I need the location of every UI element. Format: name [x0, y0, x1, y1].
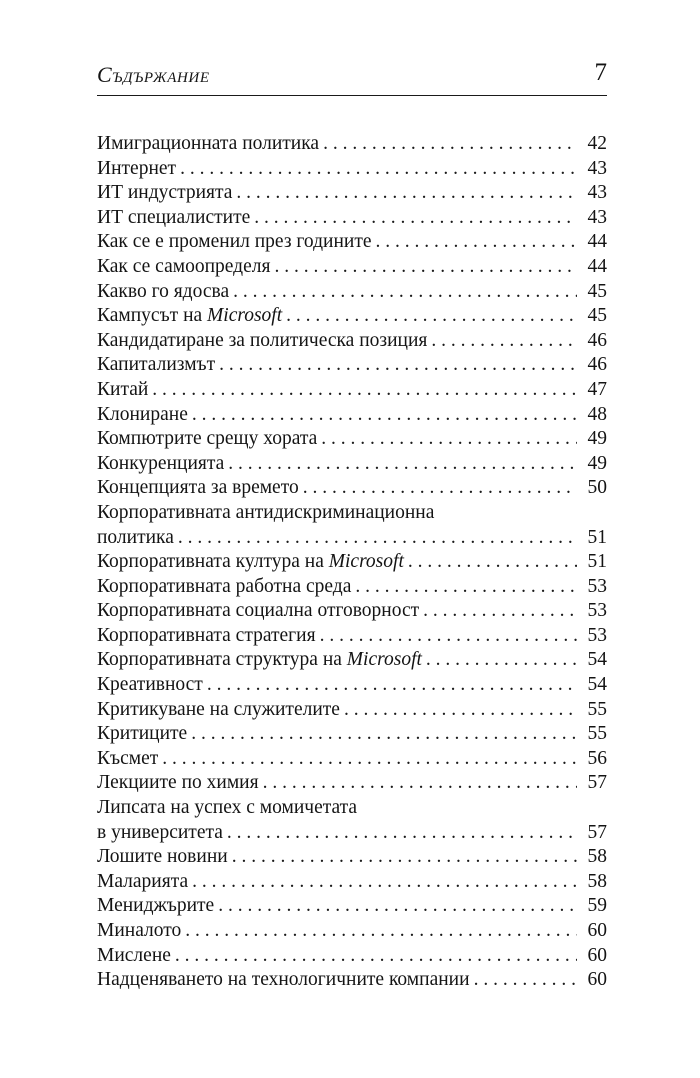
dot-leader	[376, 230, 577, 255]
toc-entry	[97, 894, 607, 919]
toc-entry	[97, 452, 607, 477]
toc-entry-page: 50	[587, 477, 607, 499]
toc-entry-title-continued: в университета	[97, 821, 223, 843]
toc-entry	[97, 526, 607, 551]
toc-entry	[97, 771, 607, 796]
toc-entry-title: Липсата на успех с момичетата	[97, 797, 358, 819]
header-rule	[97, 95, 607, 96]
toc-entry-title: Как се самоопределя	[97, 255, 271, 277]
toc-entry-page: 43	[587, 206, 607, 228]
table-of-contents	[97, 132, 607, 993]
dot-leader	[152, 378, 577, 403]
toc-entry	[97, 673, 607, 698]
dot-leader	[236, 181, 577, 206]
toc-entry-title	[97, 550, 404, 575]
toc-entry-first-line	[97, 501, 607, 526]
dot-leader	[408, 550, 577, 575]
toc-entry-page: 54	[587, 649, 607, 671]
dot-leader	[321, 427, 577, 452]
dot-leader	[178, 526, 577, 551]
toc-entry	[97, 698, 607, 723]
toc-entry-title: Мислене	[97, 944, 171, 966]
toc-entry-title: Кандидатиране за политическа позиция	[97, 329, 428, 351]
toc-entry-page: 58	[587, 870, 607, 892]
dot-leader	[175, 944, 577, 969]
toc-entry-first-line	[97, 796, 607, 821]
toc-entry	[97, 329, 607, 354]
dot-leader	[423, 599, 577, 624]
toc-entry-page: 44	[587, 231, 607, 253]
toc-entry-page: 55	[587, 723, 607, 745]
toc-entry-page: 54	[587, 674, 607, 696]
toc-entry	[97, 919, 607, 944]
toc-entry	[97, 378, 607, 403]
dot-leader	[180, 157, 577, 182]
dot-leader	[207, 673, 577, 698]
toc-entry-title-text: Кампусът на	[97, 305, 208, 327]
toc-entry	[97, 403, 607, 428]
toc-entry	[97, 968, 607, 993]
toc-entry-page: 53	[587, 624, 607, 646]
toc-entry-title: Лекциите по химия	[97, 772, 259, 794]
dot-leader	[303, 476, 577, 501]
toc-entry-title: Китай	[97, 378, 149, 400]
toc-entry-title: Капитализмът	[97, 354, 216, 376]
toc-entry-title: Критиците	[97, 723, 188, 745]
toc-entry	[97, 624, 607, 649]
toc-entry-title: Надценяването на технологичните компании	[97, 969, 470, 991]
toc-entry	[97, 304, 607, 329]
toc-entry	[97, 230, 607, 255]
toc-entry	[97, 206, 607, 231]
toc-entry-title: Конкуренцията	[97, 452, 225, 474]
dot-leader	[263, 771, 577, 796]
dot-leader	[227, 821, 577, 846]
dot-leader	[219, 353, 577, 378]
dot-leader	[233, 280, 577, 305]
dot-leader	[431, 329, 577, 354]
toc-entry-title-text: Корпоративната структура на	[97, 649, 347, 671]
dot-leader	[274, 255, 577, 280]
toc-entry-page: 60	[587, 920, 607, 941]
toc-entry-page: 55	[587, 698, 607, 720]
toc-entry	[97, 944, 607, 969]
dot-leader	[218, 894, 577, 919]
toc-entry	[97, 845, 607, 870]
toc-entry-title: Лошите новини	[97, 846, 228, 868]
dot-leader	[232, 845, 577, 870]
toc-entry-title-continued: политика	[97, 526, 174, 548]
toc-entry-page: 53	[587, 575, 607, 597]
toc-entry-title: ИТ специалистите	[97, 206, 251, 228]
toc-entry-page: 60	[587, 944, 607, 966]
running-header	[97, 60, 607, 94]
toc-entry	[97, 255, 607, 280]
dot-leader	[162, 747, 577, 772]
toc-entry-title	[97, 304, 282, 329]
toc-entry-title: Как се е променил през годините	[97, 231, 372, 253]
toc-entry-title-text: Корпоративната култура на	[97, 551, 329, 573]
toc-entry	[97, 427, 607, 452]
toc-entry-title: Имиграционната политика	[97, 133, 320, 154]
toc-entry-title: Компютрите срещу хората	[97, 428, 318, 450]
toc-entry-page: 51	[587, 551, 607, 573]
toc-entry-title: Миналото	[97, 920, 182, 941]
dot-leader	[192, 870, 577, 895]
dot-leader	[355, 575, 577, 600]
dot-leader	[474, 968, 577, 993]
toc-entry-page: 53	[587, 600, 607, 622]
dot-leader	[320, 624, 577, 649]
toc-entry-title: Мениджърите	[97, 895, 215, 917]
toc-entry-page: 43	[587, 157, 607, 179]
toc-entry-title-italic: Microsoft	[346, 649, 422, 671]
toc-entry-page: 44	[587, 255, 607, 277]
toc-entry-title: Креативност	[97, 674, 203, 696]
toc-entry-title: Клониране	[97, 403, 188, 425]
toc-entry-title: Критикуване на служителите	[97, 698, 340, 720]
toc-entry-page: 57	[587, 821, 607, 843]
dot-leader	[344, 698, 577, 723]
toc-entry-page: 49	[587, 428, 607, 450]
toc-entry-page: 57	[587, 772, 607, 794]
dot-leader	[185, 919, 577, 944]
running-title: Съдържание	[97, 62, 210, 87]
toc-entry-title: Корпоративната работна среда	[97, 575, 352, 597]
dot-leader	[192, 403, 577, 428]
toc-entry-page: 43	[587, 182, 607, 204]
toc-entry	[97, 181, 607, 206]
toc-entry-title: Корпоративната антидискриминационна	[97, 501, 435, 523]
toc-entry-title: Маларията	[97, 870, 189, 892]
toc-entry-title-italic: Microsoft	[207, 305, 283, 327]
toc-entry	[97, 870, 607, 895]
page-number: 7	[594, 59, 607, 86]
toc-entry-title: ИТ индустрията	[97, 182, 233, 204]
toc-entry-title: Корпоративната социална отговорност	[97, 600, 420, 622]
toc-entry	[97, 132, 607, 157]
toc-entry	[97, 648, 607, 673]
dot-leader	[286, 304, 577, 329]
toc-entry-page: 58	[587, 846, 607, 868]
toc-entry-page: 49	[587, 452, 607, 474]
toc-entry-page: 51	[587, 526, 607, 548]
toc-entry	[97, 550, 607, 575]
dot-leader	[228, 452, 577, 477]
toc-entry-page: 47	[587, 378, 607, 400]
toc-entry	[97, 157, 607, 182]
dot-leader	[323, 132, 577, 157]
toc-entry-title-italic: Microsoft	[328, 551, 404, 573]
dot-leader	[426, 648, 577, 673]
toc-entry-page: 48	[587, 403, 607, 425]
toc-entry-page: 56	[587, 747, 607, 769]
toc-entry-page: 42	[587, 133, 607, 154]
toc-entry	[97, 476, 607, 501]
toc-entry	[97, 599, 607, 624]
toc-entry-page: 45	[587, 280, 607, 302]
toc-entry	[97, 821, 607, 846]
toc-entry-title: Концепцията за времето	[97, 477, 299, 499]
toc-entry-title: Интернет	[97, 157, 177, 179]
toc-entry	[97, 353, 607, 378]
toc-entry-page: 59	[587, 895, 607, 917]
toc-entry-title: Какво го ядосва	[97, 280, 230, 302]
toc-entry-title: Корпоративната стратегия	[97, 624, 316, 646]
toc-entry-title	[97, 648, 422, 673]
toc-entry	[97, 575, 607, 600]
toc-entry-page: 46	[587, 329, 607, 351]
toc-entry	[97, 722, 607, 747]
toc-entry	[97, 747, 607, 772]
dot-leader	[254, 206, 577, 231]
toc-entry-page: 46	[587, 354, 607, 376]
toc-entry-page: 45	[587, 305, 607, 327]
toc-entry-page: 60	[587, 969, 607, 991]
toc-entry	[97, 280, 607, 305]
dot-leader	[191, 722, 577, 747]
toc-entry-title: Късмет	[97, 747, 159, 769]
